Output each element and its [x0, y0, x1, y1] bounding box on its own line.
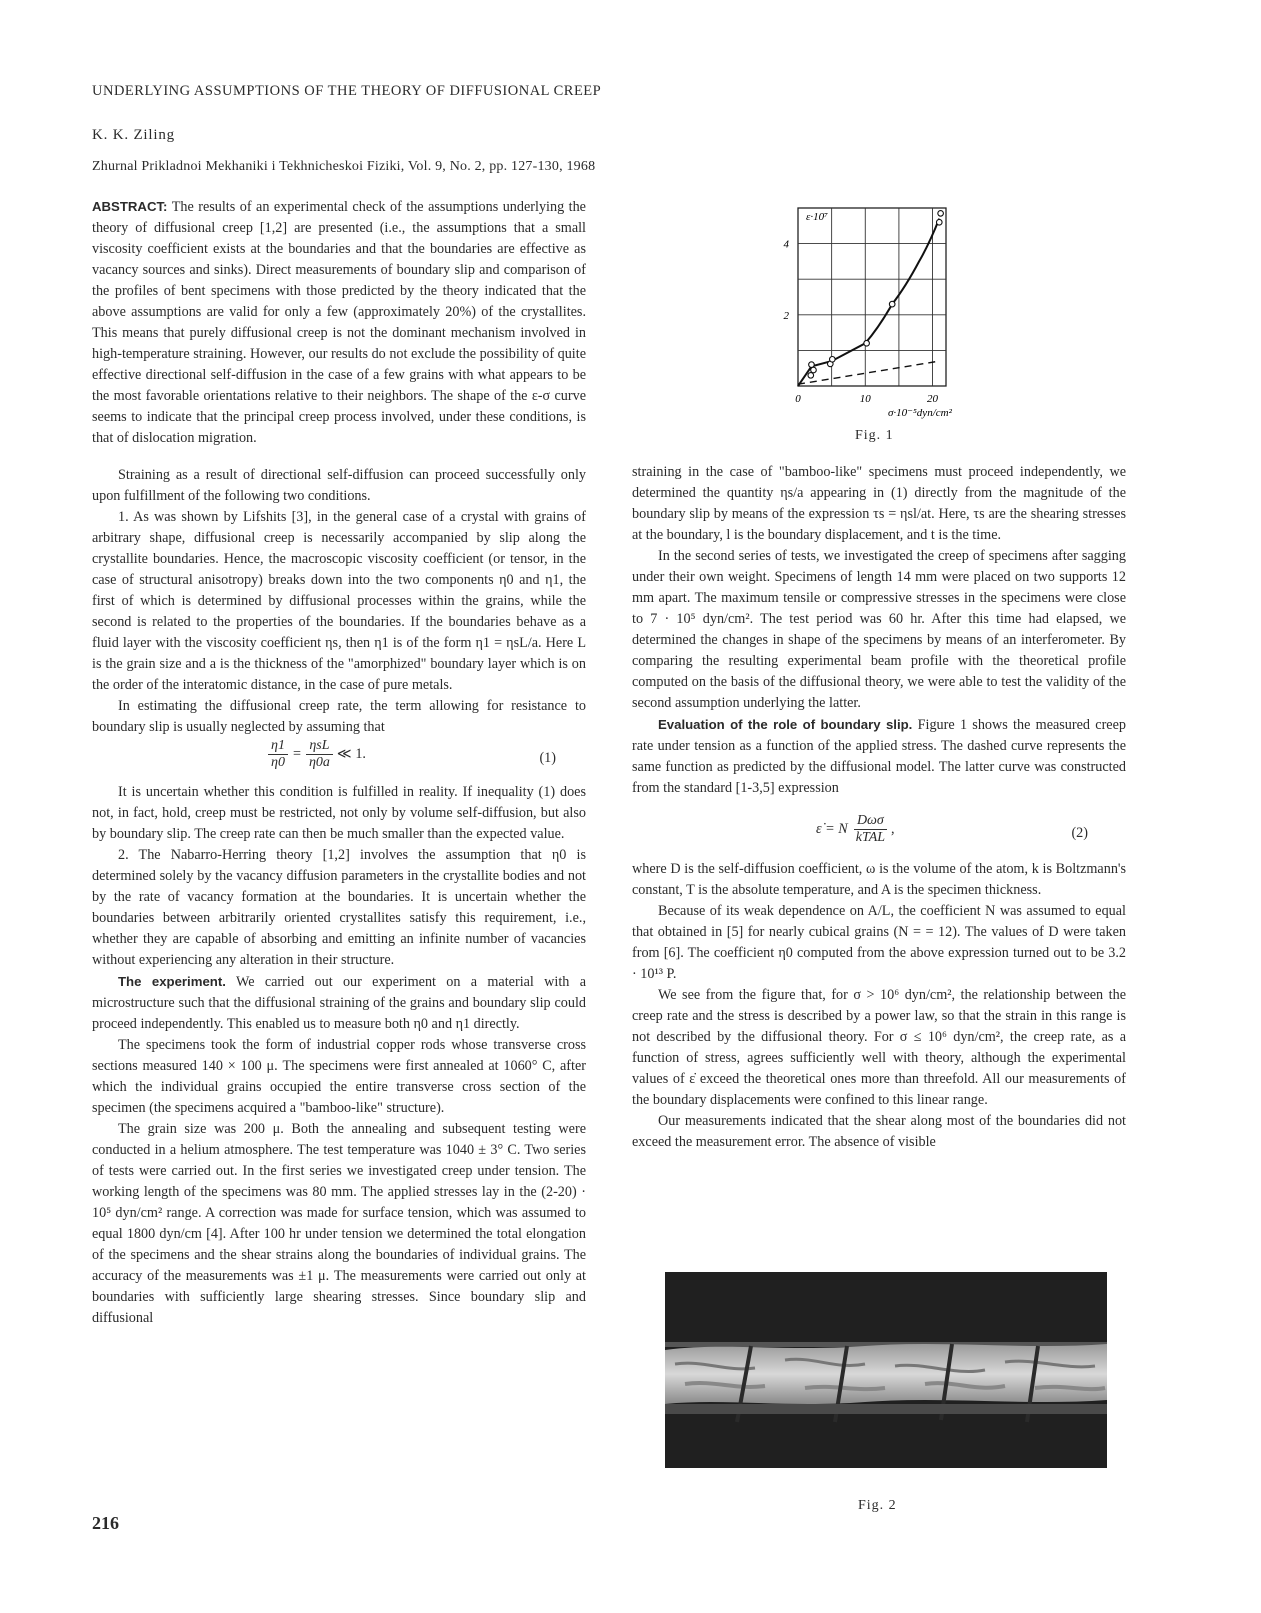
x-tick-label: 10 [859, 393, 871, 405]
paragraph: The experiment. We carried out our experiment on a material with a microstructure such that the diffusional straining of the grains and boundary slip could proceed independently. This enabled us to measure both η0 and η1 directly. [92, 974, 587, 1032]
data-point [864, 340, 870, 346]
equation-2: ε̇ = N $\frac{\text{Dωσ}}{\text{kTAL}}$ , (2) [816, 813, 1088, 845]
page-number: 216 [92, 1513, 119, 1533]
chart-frame [798, 208, 946, 386]
figure-2-micrograph [665, 1272, 1107, 1468]
paragraph: Because of its weak dependence on A/L, the coefficient N was assumed to equal that obtained in [5] for nearly cubical grains (N = = 12). The values of D were taken from [6]. The coefficient η0 computed from the above expression turned out to be 3.2 · 10¹³ P. [632, 903, 1126, 982]
paragraph: In the second series of tests, we investigated the creep of specimens after sagging under their own weight. Specimens of length 14 mm were placed on two supports 12 mm apart. The maximum tensile or compressive stresses in the specimens were close to 7 · 10⁵ dyn/cm². The test period was 60 hr. After this time had elapsed, we determined the changes in shape of the specimens by means of an interferometer. By comparing the resulting experimental beam profile with the theoretical profile computed on the basis of the diffusional theory, we were able to test the validity of the second assumption underlying the latter. [632, 548, 1126, 711]
paragraph: 1. As was shown by Lifshits [3], in the general case of a crystal with grains of arbitrary shape, diffusional creep is necessarily accompanied by slip along the crystallite boundaries. Hence, the macroscopic viscosity coefficient (or tensor, in the case of structural anisotropy) breaks down into the two components η0 and η1, the first of which is determined by diffusional processes within the grains, while the second is related to the properties of the boundaries. If the boundaries behave as a fluid layer with the viscosity coefficient ηs, then η1 is of the form η1 = ηsL/a. Here L is the grain size and a is the thickness of the "amorphized" boundary layer which is on the order of the interatomic distance, in the case of pure metals. [92, 509, 586, 693]
journal-citation: Zhurnal Prikladnoi Mekhaniki i Tekhnicheskoi Fiziki, Vol. 9, No. 2, pp. 127-130, 1968 [92, 159, 596, 174]
section-lead: The experiment. [118, 974, 226, 989]
section-lead: Evaluation of the role of boundary slip. [658, 717, 913, 732]
data-point [809, 362, 815, 368]
author: K. K. Ziling [92, 127, 175, 143]
abstract-label: ABSTRACT: [92, 199, 168, 214]
paper-title: UNDERLYING ASSUMPTIONS OF THE THEORY OF DIFFUSIONAL CREEP [92, 83, 602, 99]
abstract [92, 196, 586, 449]
paragraph: In estimating the diffusional creep rate, the term allowing for resistance to boundary slip is usually neglected by assuming that [92, 698, 586, 735]
data-point [811, 367, 817, 373]
y-tick-label: 2 [783, 309, 789, 322]
data-point [808, 373, 814, 379]
equation-label: (2) [1071, 825, 1088, 841]
paragraph: Straining as a result of directional self-diffusion can proceed successfully only upon fulfillment of the following two conditions. [92, 467, 586, 504]
data-point [936, 219, 942, 225]
paragraph: The specimens took the form of industrial copper rods whose transverse cross sections measured 140 × 100 μ. The specimens were first annealed at 1060° C, after which the individual grains occupied the entire transverse cross section of the specimen (the specimens acquired a "bamboo-like" structure). [92, 1037, 586, 1116]
paragraph: We see from the figure that, for σ > 10⁶ dyn/cm², the relationship between the creep rate and the stress is described by a power law, so that the strain in this range is not described by the diffusional theory. For σ ≤ 10⁶ dyn/cm², the creep rate, as a function of stress, agrees sufficiently well with theory, although the experimental values of ε̇ exceed the theoretical ones more than threefold. All our measurements of the boundary displacements were confined to this linear range. [632, 987, 1126, 1108]
x-tick-label: 20 [927, 393, 939, 405]
chart-ticks [784, 239, 939, 405]
fraction: $\frac{\eta 1}{\eta 0}$ [268, 738, 288, 771]
fraction: $\frac{\text{Dωσ}}{\text{kTAL}}$ [855, 813, 886, 845]
data-point [938, 211, 944, 217]
chart-plot [798, 211, 943, 386]
figure-1-caption: Fig. 1 [855, 428, 894, 443]
micrograph-image [665, 1272, 1107, 1468]
chart-grid [798, 208, 946, 386]
left-column [92, 196, 586, 1329]
paragraph: The grain size was 200 μ. Both the annealing and subsequent testing were conducted in a helium atmosphere. The test temperature was 1040 ± 3° C. Two series of tests were carried out. In the first series we investigated creep under tension. The working length of the specimens was 80 mm. The applied stresses lay in the (2-20) · 10⁵ dyn/cm² range. A correction was made for surface tension, which was assumed to equal 1800 dyn/cm [4]. After 100 hr under tension we determined the total elongation of the specimens and the shear strains along the boundaries of individual grains. The accuracy of the measurements was ±1 μ. The measurements were carried out only at boundaries with sufficiently large shearing stresses. Since boundary slip and diffusional [92, 1121, 586, 1326]
paragraph: where D is the self-diffusion coefficient, ω is the volume of the atom, k is Boltzmann's constant, T is the absolute temperature, and A is the specimen thickness. [632, 861, 1126, 898]
right-column [632, 462, 1126, 1153]
data-point [830, 357, 836, 363]
x-axis-label: σ·10⁻⁵dyn/cm² [888, 407, 952, 419]
data-point [889, 301, 895, 307]
y-tick-label: 4 [783, 238, 789, 251]
fraction: $\frac{\text{ηsL}}{\eta 0a}$ [306, 738, 333, 771]
equation-label: (1) [539, 750, 556, 766]
paragraph: It is uncertain whether this condition is fulfilled in reality. If inequality (1) does not, in fact, hold, creep must be restricted, not only by volume self-diffusion, but also by boundary slip. The creep rate can then be much smaller than the expected value. [92, 784, 586, 842]
figure-2-caption: Fig. 2 [858, 1498, 897, 1513]
paragraph: 2. The Nabarro-Herring theory [1,2] involves the assumption that η0 is determined solely by the vacancy diffusion parameters in the crystallite bodies and not by the rate of vacancy formation at the boundaries. It is uncertain whether the boundaries between arbitrarily oriented crystallites satisfy this requirement, i.e., whether they are capable of absorbing and emitting an infinite number of vacancies without experiencing any alteration in their structure. [92, 847, 586, 968]
abstract-text: The results of an experimental check of the assumptions underlying the theory of diffusional creep [1,2] are presented (i.e., the assumptions that a small viscosity coefficient exists at the boundaries and that the boundaries are effective as vacancy sources and sinks). Direct measurements of boundary slip and comparison of the profiles of bent specimens with those predicted by the theory indicated that the above assumptions are valid for only a few (approximately 20%) of the crystallites. This means that purely diffusional creep is not the dominant mechanism involved in high-temperature straining. However, our results do not exclude the possibility of quite effective directional self-diffusion in the case of a few grains with what appears to be the most favorable orientations relative to their neighbors. The shape of the ε-σ curve seems to indicate that the principal creep process involved, under these conditions, is that of dislocation migration. [92, 199, 586, 446]
equation-1: $\frac{\eta 1}{\eta 0}$ = $\frac{\text{ηsL}}{\eta 0a}$ ≪ 1. (1) [92, 738, 586, 782]
paragraph: Evaluation of the role of boundary slip. Figure 1 shows the measured creep rate under tension as a function of the applied stress. The dashed curve represents the same function as predicted by the diffusional model. The latter curve was constructed from the standard [1-3,5] expression [632, 717, 1126, 796]
y-axis-label: ε·10⁷ [806, 211, 828, 223]
x-tick-label: 0 [795, 393, 801, 405]
paragraph: Our measurements indicated that the shear along most of the boundaries did not exceed the measurement error. The absence of visible [632, 1113, 1126, 1150]
figure-1-chart [780, 200, 1000, 422]
paragraph: straining in the case of "bamboo-like" specimens must proceed independently, we determined the quantity ηs/a appearing in (1) directly from the magnitude of the boundary slip by means of the expression τs = ηsl/at. Here, τs are the shearing stresses at the boundary, l is the boundary displacement, and t is the time. [632, 464, 1126, 543]
